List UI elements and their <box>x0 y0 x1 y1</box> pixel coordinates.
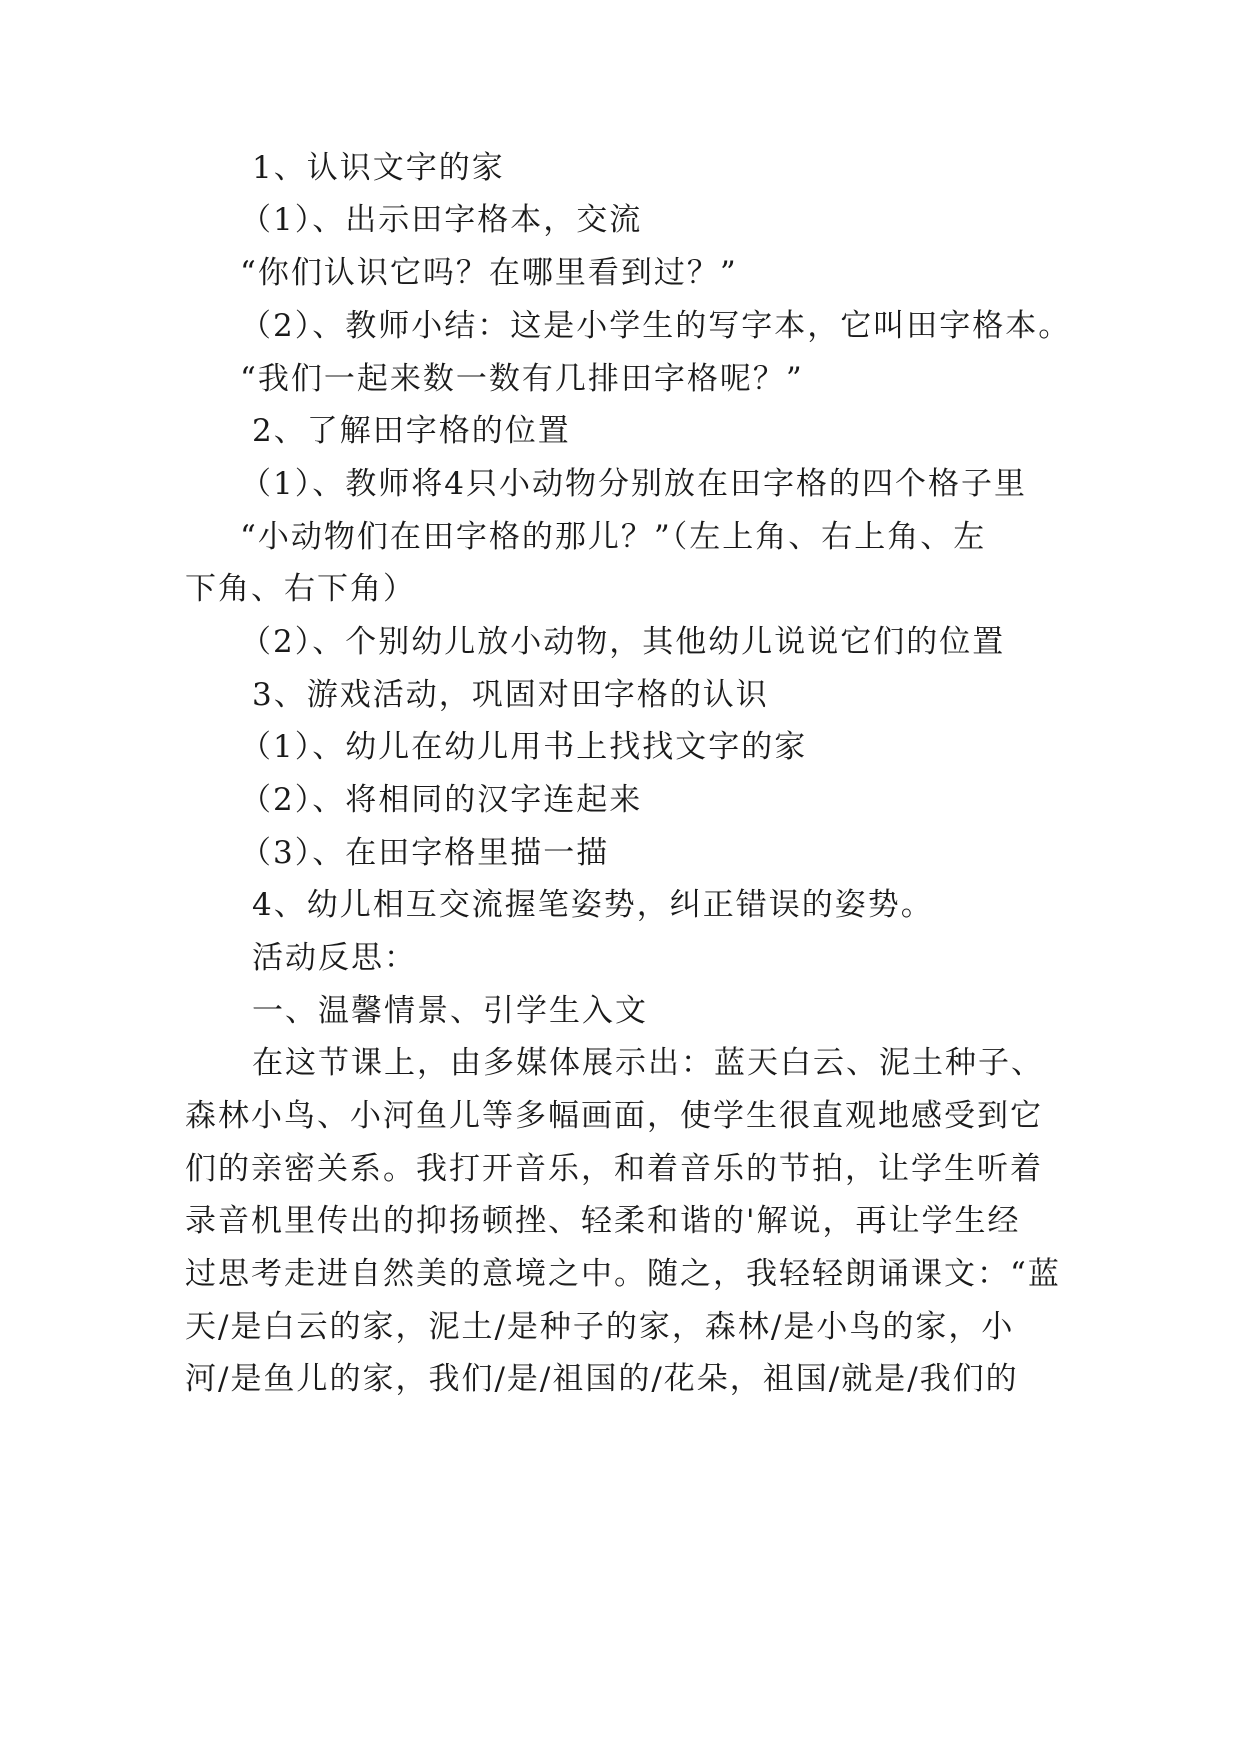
list-item: （1）、幼儿在幼儿用书上找找文字的家 <box>240 729 808 765</box>
paragraph-line: 河/是鱼儿的家，我们/是/祖国的/花朵，祖国/就是/我们的 <box>185 1361 1019 1397</box>
section-heading-1: 1、认识文字的家 <box>252 150 505 186</box>
reflection-heading: 活动反思： <box>252 940 417 976</box>
list-item: （3）、在田字格里描一描 <box>240 835 610 871</box>
reflection-subheading: 一、温馨情景、引学生入文 <box>252 993 648 1029</box>
list-item: （2）、教师小结：这是小学生的写字本，它叫田字格本。 <box>240 308 1072 344</box>
list-item: （2）、个别幼儿放小动物，其他幼儿说说它们的位置 <box>240 624 1006 660</box>
quote-line: “小动物们在田字格的那儿？”（左上角、右上角、左 <box>240 519 987 555</box>
paragraph-line: 天/是白云的家，泥土/是种子的家，森林/是小鸟的家，小 <box>185 1309 1015 1345</box>
section-heading-3: 3、游戏活动，巩固对田字格的认识 <box>252 677 769 713</box>
list-item: （2）、将相同的汉字连起来 <box>240 782 643 818</box>
paragraph-line: 们的亲密关系。我打开音乐，和着音乐的节拍，让学生听着 <box>185 1151 1043 1187</box>
paragraph-line: 录音机里传出的抑扬顿挫、轻柔和谐的'解说，再让学生经 <box>185 1203 1021 1239</box>
section-heading-4: 4、幼儿相互交流握笔姿势，纠正错误的姿势。 <box>252 887 934 923</box>
quote-line: “你们认识它吗？在哪里看到过？” <box>240 255 738 291</box>
paragraph-line: 过思考走进自然美的意境之中。随之，我轻轻朗诵课文：“蓝 <box>185 1256 1061 1292</box>
section-heading-2: 2、了解田字格的位置 <box>252 413 571 449</box>
list-item: （1）、出示田字格本，交流 <box>240 202 643 238</box>
paragraph-line: 在这节课上，由多媒体展示出：蓝天白云、泥土种子、 <box>252 1045 1044 1081</box>
list-item: （1）、教师将4只小动物分别放在田字格的四个格子里 <box>240 466 1027 502</box>
quote-line: “我们一起来数一数有几排田字格呢？” <box>240 361 804 397</box>
paragraph-line: 下角、右下角） <box>185 571 416 607</box>
paragraph-line: 森林小鸟、小河鱼儿等多幅画面，使学生很直观地感受到它 <box>185 1098 1043 1134</box>
